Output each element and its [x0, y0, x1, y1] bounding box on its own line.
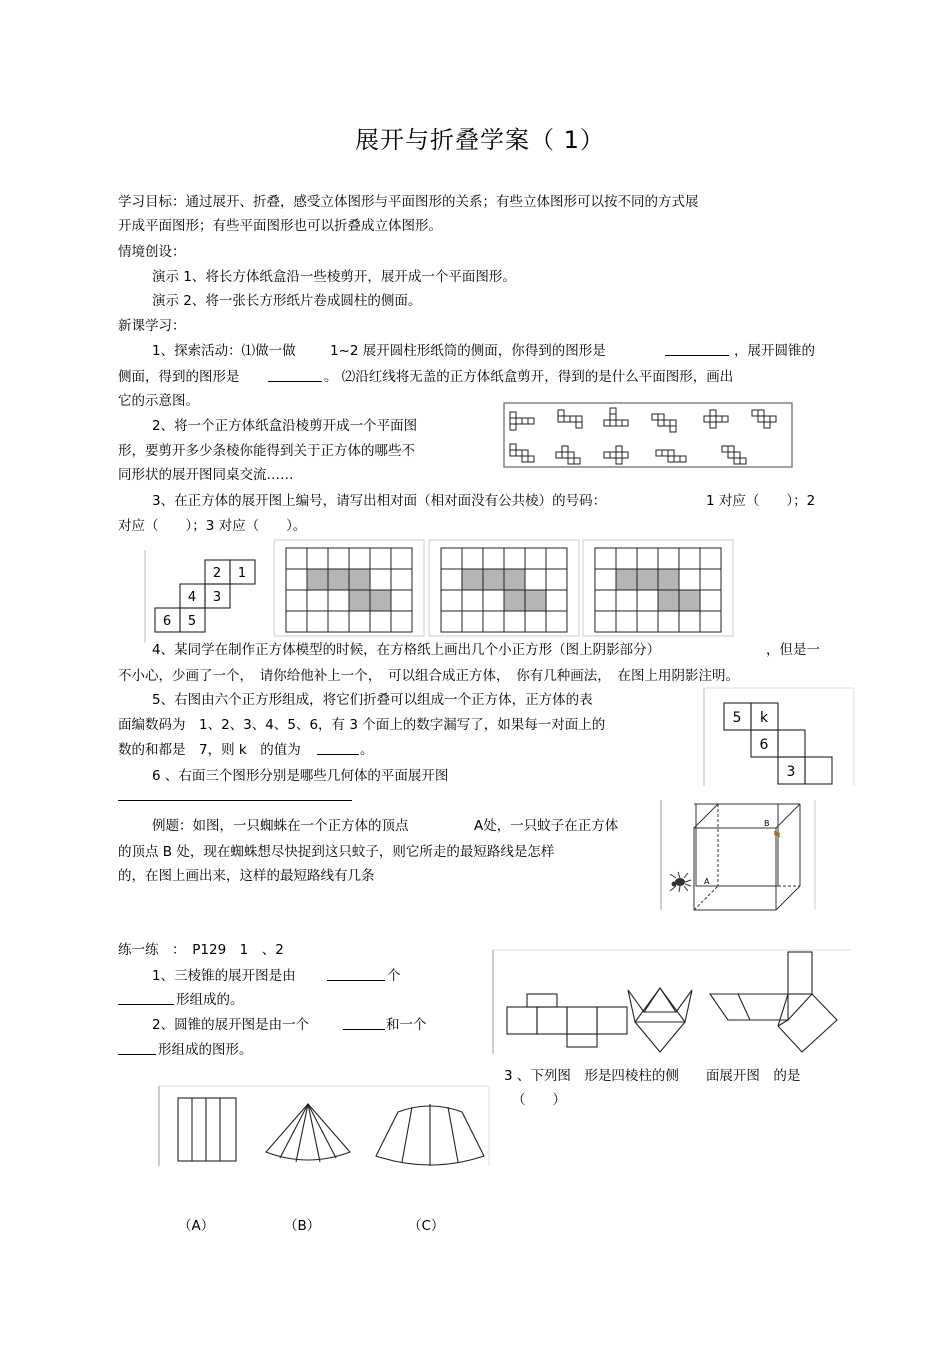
cube-nets-figure	[500, 400, 800, 475]
q3-net-label: 4	[187, 590, 197, 605]
q1-line-2b: 。 ⑵沿红线将无盖的正方体纸盒剪开，得到的是什么平面图形，画出	[324, 369, 734, 385]
q4-line-1b: ，但是一	[766, 642, 820, 658]
q3-line-2: 对应（ ）；3 对应（ ）。	[118, 518, 307, 534]
objective-line-1: 学习目标：通过展开、折叠，感受立体图形与平面图形的关系；有些立体图形可以按不同的方式展	[118, 194, 699, 210]
q5-line-3b: 。	[360, 742, 374, 758]
q5-net-label: 6	[759, 737, 769, 753]
practice-2a: 2、圆锥的展开图是由一个	[152, 1017, 310, 1033]
page-title: 展开与折叠学案（ 1）	[355, 126, 605, 154]
q5-line-3a: 数的和都是 7，则 k 的值为	[118, 742, 301, 758]
practice-1-blank-1[interactable]	[327, 966, 385, 987]
q5-line-2: 面编数码为 1、2、3、4、5、6，有 3 个面上的数字漏写了，如果每一对面上的	[118, 717, 606, 733]
option-c[interactable]: （C）	[408, 1218, 445, 1234]
q1-blank-1[interactable]	[665, 341, 729, 362]
q3-net-label: 5	[187, 614, 197, 629]
q6-answer-line[interactable]	[118, 800, 352, 801]
vertex-label-a: A	[704, 877, 710, 886]
q3-net-label: 6	[162, 614, 172, 629]
q6-line-1: 6 、右面三个图形分别是哪些几何体的平面展开图	[152, 768, 449, 784]
practice-1b: 个	[387, 968, 401, 984]
spider-icon	[670, 872, 691, 892]
example-line-1b: A处，一只蚊子在正方体	[474, 818, 619, 834]
q2-line-2: 形，要剪开多少条棱你能得到关于正方体的哪些不	[118, 443, 415, 459]
q3-net-label: 1	[237, 566, 247, 581]
q4-line-2: 不小心，少画了一个， 请你给他补上一个， 可以组合成正方体， 你有几种画法， 在图上用阴影注明。	[118, 668, 739, 684]
practice-3a: 3 、下列图 形是四棱柱的侧 面展开图 的是	[504, 1068, 801, 1084]
q1-blank-2[interactable]	[268, 367, 322, 388]
example-line-1a: 例题：如图，一只蜘蛛在一个正方体的顶点	[152, 818, 409, 834]
option-b[interactable]: （B）	[284, 1218, 321, 1234]
example-line-2: 的顶点 B 处，现在蜘蛛想尽快捉到这只蚊子，则它所走的最短路线是怎样	[118, 844, 555, 860]
q5-line-1: 5、右图由六个正方形组成，将它们折叠可以组成一个正方体，正方体的表	[152, 692, 593, 708]
practice-2-blank-1[interactable]	[343, 1015, 385, 1036]
demo-1: 演示 1、将长方体纸盒沿一些棱剪开，展开成一个平面图形。	[152, 269, 516, 285]
scenario-heading: 情境创设：	[118, 244, 186, 260]
q1-line-1b: 1~2 展开圆柱形纸筒的侧面，你得到的图形是	[330, 343, 606, 359]
vertex-label-b: B	[764, 819, 770, 828]
practice-2b: 和一个	[386, 1017, 427, 1033]
q3-line-1a: 3、在正方体的展开图上编号，请写出相对面（相对面没有公共棱）的号码：	[152, 493, 607, 509]
q1-line-3: 它的示意图。	[118, 393, 199, 409]
q2-line-3: 同形状的展开图同桌交流……	[118, 467, 294, 483]
mosquito-icon	[774, 831, 780, 837]
lateral-nets-figure[interactable]	[158, 1086, 493, 1170]
practice-2c: 形组成的图形。	[158, 1042, 253, 1058]
q1-line-1c: ，展开圆锥的	[734, 343, 815, 359]
q5-net-label: k	[759, 710, 769, 726]
demo-2: 演示 2、将一张长方形纸片卷成圆柱的侧面。	[152, 293, 422, 309]
q5-net-label: 3	[786, 764, 796, 780]
practice-3b: （ ）	[512, 1092, 566, 1108]
practice-heading: 练一练 ： P129 1 、2	[118, 942, 284, 958]
objective-line-2: 开成平面图形；有些平面图形也可以折叠成立体图形。	[118, 218, 442, 234]
newlesson-heading: 新课学习：	[118, 318, 186, 334]
q3-line-1b: 1 对应（ ）；2	[706, 493, 816, 509]
practice-1-blank-2[interactable]	[118, 990, 174, 1011]
q5-blank[interactable]	[317, 740, 359, 761]
q4-grids-figure[interactable]	[273, 540, 738, 640]
q3-cube-net	[145, 550, 270, 645]
q5-cube-net	[703, 688, 858, 788]
practice-2-blank-2[interactable]	[118, 1040, 156, 1061]
q3-net-label: 3	[212, 590, 222, 605]
q1-line-2a: 侧面，得到的图形是	[118, 369, 240, 385]
q2-line-1: 2、将一个正方体纸盒沿棱剪开成一个平面图	[152, 418, 418, 434]
spider-cube-figure	[660, 798, 820, 914]
practice-nets-figure	[492, 950, 854, 1058]
practice-1c: 形组成的。	[176, 992, 244, 1008]
q4-line-1a: 4、某同学在制作正方体模型的时候，在方格纸上画出几个小正方形（图上阴影部分）	[152, 642, 661, 658]
example-line-3: 的，在图上画出来，这样的最短路线有几条	[118, 868, 375, 884]
q5-net-label: 5	[732, 710, 742, 726]
q1-line-1a: 1、探索活动：⑴做一做	[152, 343, 296, 359]
q3-net-label: 2	[212, 566, 222, 581]
option-a[interactable]: （A）	[178, 1218, 215, 1234]
practice-1a: 1、三棱锥的展开图是由	[152, 968, 296, 984]
